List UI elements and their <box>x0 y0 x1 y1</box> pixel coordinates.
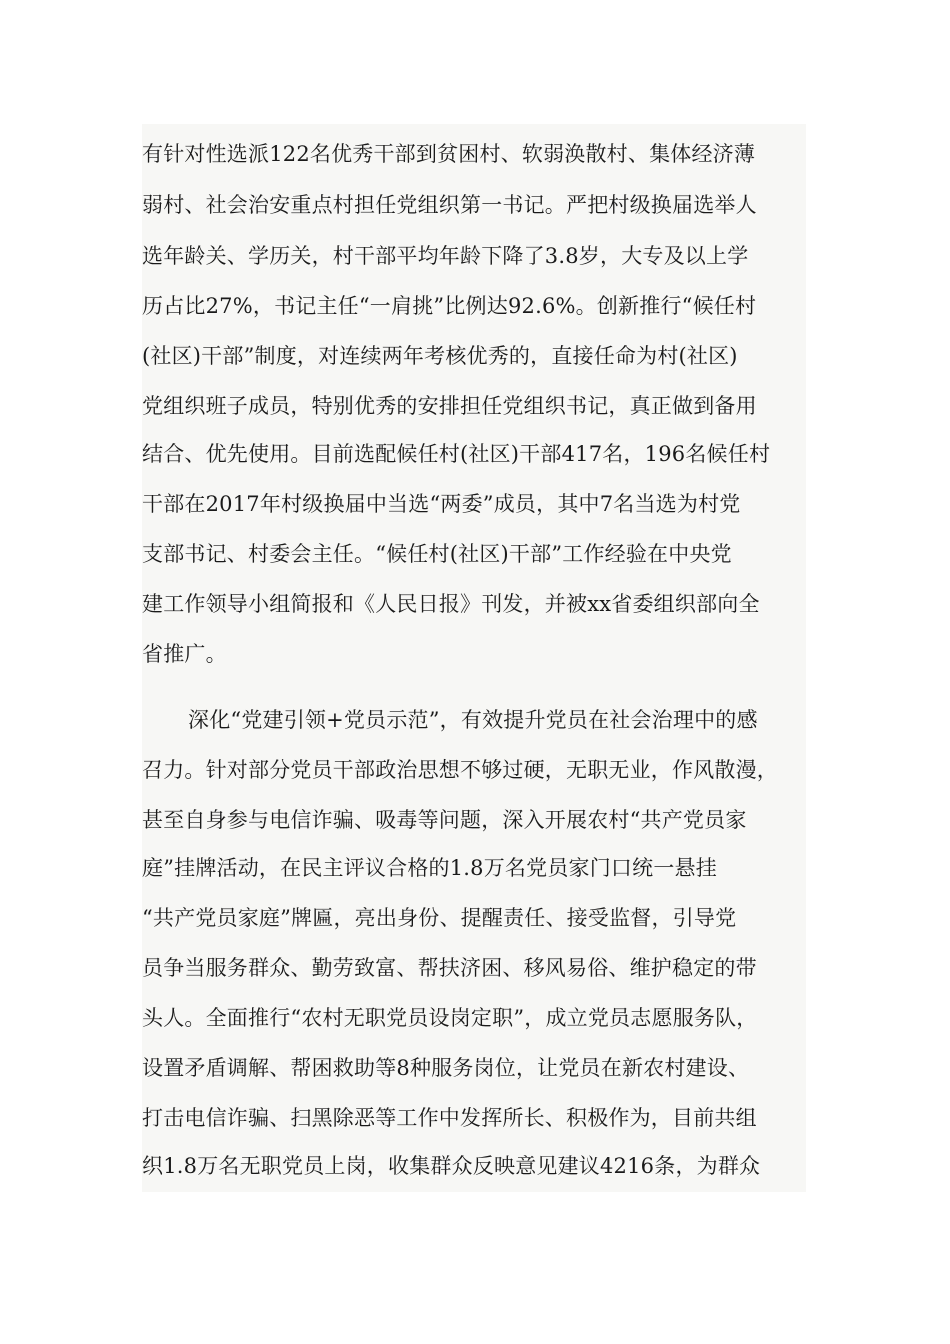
text-line: (社区)干部”制度，对连续两年考核优秀的，直接任命为村(社区) <box>142 344 738 368</box>
text-line: 弱村、社会治安重点村担任党组织第一书记。严把村级换届选举人 <box>142 193 757 217</box>
text-line: 召力。针对部分党员干部政治思想不够过硬，无职无业，作风散漫， <box>142 758 778 782</box>
text-line: 有针对性选派122名优秀干部到贫困村、软弱涣散村、集体经济薄 <box>142 142 756 166</box>
text-line: 织1.8万名无职党员上岗，收集群众反映意见建议4216条，为群众 <box>142 1154 761 1178</box>
text-line: 设置矛盾调解、帮困救助等8种服务岗位，让党员在新农村建设、 <box>142 1056 750 1080</box>
body-text <box>142 124 806 1192</box>
text-line: 选年龄关、学历关，村干部平均年龄下降了3.8岁，大专及以上学 <box>142 244 749 268</box>
text-line: 打击电信诈骗、扫黑除恶等工作中发挥所长、积极作为，目前共组 <box>142 1106 757 1130</box>
text-line: “共产党员家庭”牌匾，亮出身份、提醒责任、接受监督，引导党 <box>142 906 737 930</box>
text-line: 历占比27%，书记主任“一肩挑”比例达92.6%。创新推行“候任村 <box>142 294 757 318</box>
text-line: 建工作领导小组简报和《人民日报》刊发，并被xx省委组织部向全 <box>142 592 760 616</box>
text-line: 省推广。 <box>142 642 227 666</box>
text-line: 深化“党建引领+党员示范”，有效提升党员在社会治理中的感 <box>188 708 758 732</box>
text-line: 结合、优先使用。目前选配候任村(社区)干部417名，196名候任村 <box>142 442 771 466</box>
text-line: 员争当服务群众、勤劳致富、帮扶济困、移风易俗、维护稳定的带 <box>142 956 757 980</box>
text-line: 庭”挂牌活动，在民主评议合格的1.8万名党员家门口统一悬挂 <box>142 856 717 880</box>
text-line: 支部书记、村委会主任。“候任村(社区)干部”工作经验在中央党 <box>142 542 732 566</box>
text-line: 头人。全面推行“农村无职党员设岗定职”，成立党员志愿服务队， <box>142 1006 758 1030</box>
text-line: 党组织班子成员，特别优秀的安排担任党组织书记，真正做到备用 <box>142 394 757 418</box>
text-line: 干部在2017年村级换届中当选“两委”成员，其中7名当选为村党 <box>142 492 741 516</box>
text-line: 甚至自身参与电信诈骗、吸毒等问题，深入开展农村“共产党员家 <box>142 808 747 832</box>
